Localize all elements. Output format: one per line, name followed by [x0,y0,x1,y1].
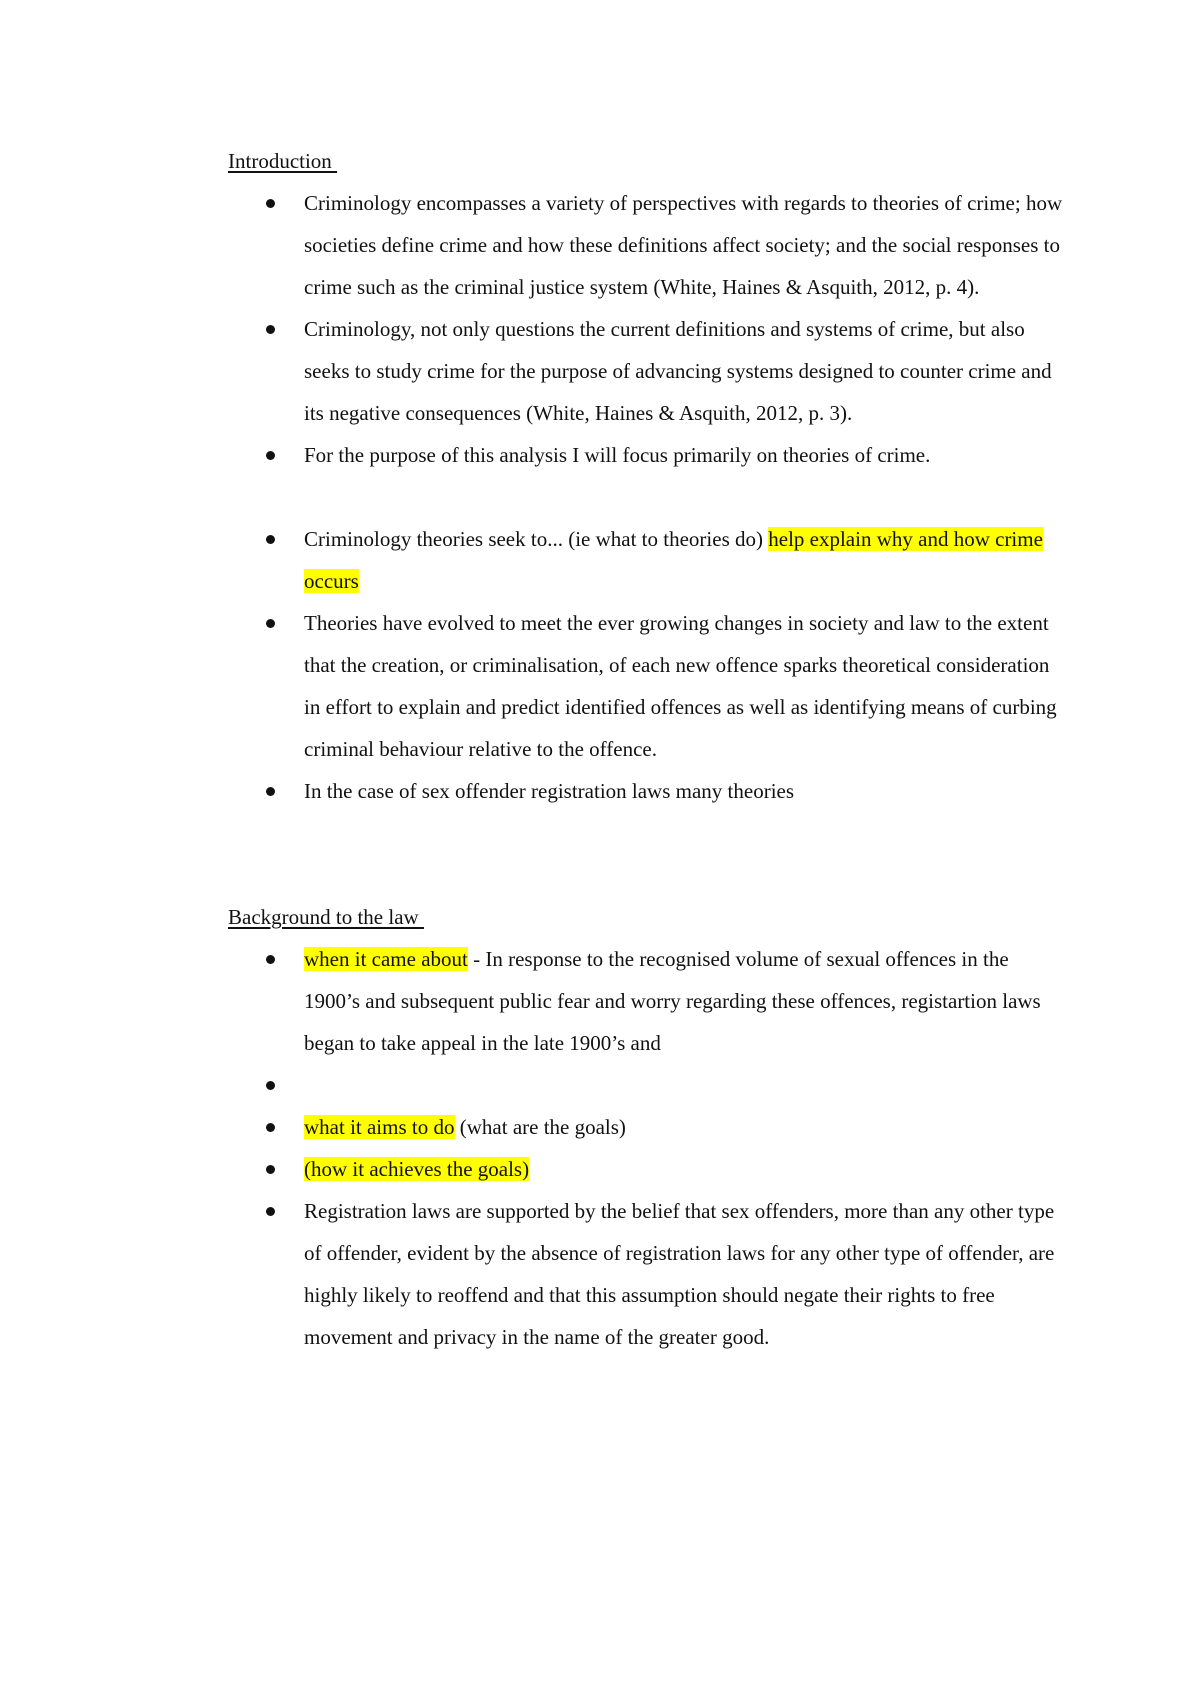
list-item [304,518,1068,602]
list-item [304,1106,1068,1148]
list-item-text: In the case of sex offender registration laws many theories [304,779,795,803]
bullet-dot-icon [266,1207,275,1216]
list-item [304,434,1068,476]
section-heading-introduction: Introduction [228,149,338,173]
highlighted-text: help explain why and how crime occurs [304,527,1043,593]
bullet-dot-icon [266,787,275,796]
document-page [228,140,1068,1358]
list-item-text: Theories have evolved to meet the ever growing changes in society and law to the extent that the creation, or criminalisation, of each new offence sparks theoretical consideration in effort to explain and predict identified offences as well as identifying means of curbing criminal behaviour relative to the offence. [304,611,1057,761]
highlighted-text: (how it achieves the goals) [304,1157,530,1181]
background-bullet-list [228,938,1068,1358]
list-item [304,182,1068,308]
list-item-text: Registration laws are supported by the belief that sex offenders, more than any other type of offender, evident by the absence of registration laws for any other type of offender, are highly likely to reoffend and that this assumption should negate their rights to free movement and privacy in the name of the greater good. [304,1199,1055,1349]
list-item-empty [304,1064,1068,1106]
bullet-dot-icon [266,955,275,964]
section-spacer [228,812,1068,896]
bullet-dot-icon [266,1123,275,1132]
bullet-dot-icon [266,199,275,208]
list-item [304,1190,1068,1358]
bullet-dot-icon [266,535,275,544]
list-item-text: Criminology encompasses a variety of perspectives with regards to theories of crime; how societies define crime and how these definitions affect society; and the social responses to crime such as the criminal justice system (White, Haines & Asquith, 2012, p. 4). [304,191,1063,299]
introduction-bullet-list [228,182,1068,812]
paragraph-spacer [304,476,1068,518]
highlighted-text: what it aims to do [304,1115,455,1139]
highlighted-text: when it came about [304,947,468,971]
list-item [304,308,1068,434]
list-item-text: - In response to the recognised volume of sexual offences in the 1900’s and subsequent public fear and worry regarding these offences, registartion laws began to take appeal in the late 1900’s and [304,947,1041,1055]
list-item [304,1148,1068,1190]
bullet-dot-icon [266,451,275,460]
section-heading-background: Background to the law [228,905,424,929]
bullet-dot-icon [266,1165,275,1174]
list-item-text: Criminology, not only questions the current definitions and systems of crime, but also seeks to study crime for the purpose of advancing systems designed to counter crime and its negative consequences (White, Haines & Asquith, 2012, p. 3). [304,317,1052,425]
bullet-dot-icon [266,325,275,334]
bullet-dot-icon [266,619,275,628]
list-item-text: Criminology theories seek to... (ie what to theories do) [304,527,769,551]
list-item [304,602,1068,770]
list-item-text: (what are the goals) [454,1115,626,1139]
list-item [304,938,1068,1064]
list-item [304,770,1068,812]
list-item-text: For the purpose of this analysis I will focus primarily on theories of crime. [304,443,931,467]
bullet-dot-icon [266,1081,275,1090]
